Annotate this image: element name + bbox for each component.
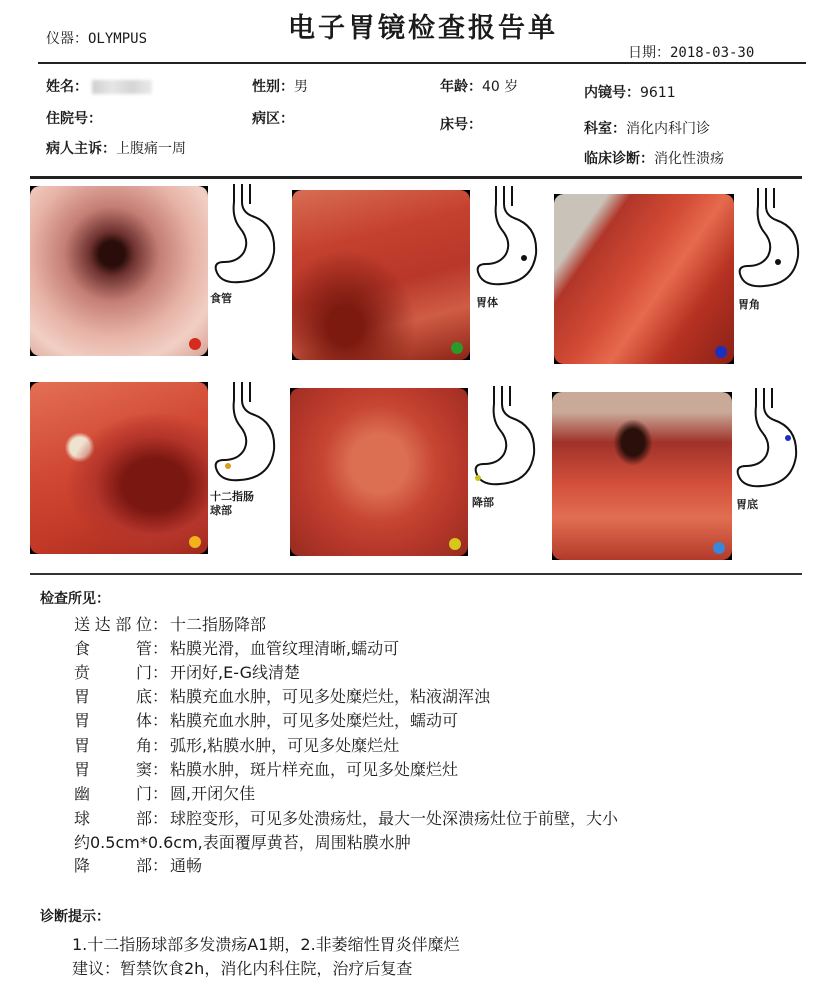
image-label-fundus: 胃底 [736,498,758,511]
age-label: 年龄： [440,79,482,95]
finding-value: 粘膜充血水肿，可见多处糜烂灶，粘液湖浑浊 [170,687,491,706]
finding-value: 开闭好,E-G线清楚 [170,663,300,682]
finding-row-descending: 降部： 通畅 [74,853,202,876]
inpatient-number-field [46,108,102,128]
recommendation-line: 建议：暂禁饮食2h，消化内科住院，治疗后复查 [72,959,413,978]
marker-dot [715,346,727,358]
finding-key: 球部 [74,809,152,828]
stomach-diagram-gastric-angle [734,186,804,311]
finding-key: 幽门 [74,784,152,803]
stomach-diagram-duodenal-bulb [210,380,280,517]
clinical-diagnosis-label: 临床诊断： [584,151,654,167]
images-divider [30,573,802,575]
image-label-esophagus: 食管 [210,292,232,305]
stomach-diagram-gastric-body [472,184,542,309]
finding-key: 食管 [74,639,152,658]
department-label: 科室： [584,121,626,137]
endoscopy-image-fundus [552,392,732,560]
stomach-outline-icon [732,386,802,496]
department-value: 消化内科门诊 [626,121,710,137]
finding-row: 球部： 球腔变形，可见多处溃疡灶，最大一处深溃疡灶位于前壁，大小 [74,806,618,829]
finding-row: 胃窦： 粘膜水肿，斑片样充血，可见多处糜烂灶 [74,757,458,780]
scope-number-value: 9611 [640,85,676,101]
age-value: 40 岁 [482,79,519,95]
endoscopy-image-gastric-angle [554,194,734,364]
endoscopy-image-esophagus [30,186,208,356]
ward-field [252,108,294,128]
findings-heading: 检查所见： [40,591,110,607]
endoscopy-image-gastric-body [292,190,470,360]
gender-label: 性别： [252,79,294,95]
stomach-outline-icon [210,380,280,490]
stomach-outline-icon [472,184,542,294]
scope-number-label: 内镜号： [584,85,640,101]
department-field [584,118,710,138]
date-value: 2018-03-30 [670,45,755,61]
bed-field [440,114,482,134]
finding-value: 粘膜充血水肿，可见多处糜烂灶，蠕动可 [170,711,459,730]
complaint-value: 上腹痛一周 [116,141,186,157]
diagnosis-heading: 诊断提示： [40,909,110,925]
endoscopy-image-duodenal-bulb [30,382,208,554]
complaint-label: 病人主诉： [46,141,116,157]
finding-key: 胃角 [74,736,152,755]
image-label-descending-part: 降部 [472,496,494,509]
finding-key: 贲门 [74,663,152,682]
name-field [46,76,152,96]
finding-value: 球腔变形，可见多处溃疡灶，最大一处深溃疡灶位于前壁，大小 [170,809,619,828]
bed-label: 床号： [440,117,482,133]
finding-key: 胃体 [74,711,152,730]
finding-value: 十二指肠降部 [170,615,267,634]
finding-value: 粘膜光滑，血管纹理清晰,蠕动可 [170,639,400,658]
stomach-diagram-descending-part [470,384,540,509]
scope-number-field [584,82,676,102]
ward-label: 病区： [252,111,294,127]
clinical-diagnosis-value: 消化性溃疡 [654,151,724,167]
finding-row: 幽门： 圆,开闭欠佳 [74,781,255,804]
findings-continuation: 约0.5cm*0.6cm,表面覆厚黄苔，周围粘膜水肿 [74,833,411,852]
finding-value: 圆,开闭欠佳 [170,784,256,803]
finding-row: 胃体： 粘膜充血水肿，可见多处糜烂灶，蠕动可 [74,708,458,731]
finding-value: 通畅 [170,856,203,875]
marker-dot [713,542,725,554]
info-divider [30,176,802,179]
stomach-outline-icon [470,384,540,494]
instrument-value: OLYMPUS [88,31,148,47]
finding-row: 胃角： 弧形,粘膜水肿，可见多处糜烂灶 [74,733,399,756]
finding-row: 贲门： 开闭好,E-G线清楚 [74,660,300,683]
marker-dot [451,342,463,354]
finding-row: 食管： 粘膜光滑，血管纹理清晰,蠕动可 [74,636,399,659]
stomach-diagram-esophagus [210,182,280,305]
finding-key: 送达部位 [74,615,152,634]
stomach-outline-icon [734,186,804,296]
complaint-field [46,138,186,158]
name-redacted [92,80,152,94]
finding-value: 粘膜水肿，斑片样充血，可见多处糜烂灶 [170,760,459,779]
finding-key: 胃窦 [74,760,152,779]
marker-dot [189,536,201,548]
finding-key: 降部 [74,856,152,875]
clinical-diagnosis-field [584,148,724,168]
image-label-duodenal-bulb: 十二指肠 球部 [210,490,254,517]
gender-value: 男 [294,79,308,95]
age-field [440,76,518,96]
finding-row: 送达部位： 十二指肠降部 [74,612,266,635]
marker-dot [449,538,461,550]
stomach-diagram-fundus [732,386,802,511]
stomach-outline-icon [210,182,280,292]
name-label: 姓名： [46,79,88,95]
instrument-label: 仪器： [46,31,88,47]
finding-value: 弧形,粘膜水肿，可见多处糜烂灶 [170,736,400,755]
image-label-gastric-body: 胃体 [476,296,498,309]
inpatient-number-label: 住院号： [46,111,102,127]
diagnosis-line: 1.十二指肠球部多发溃疡A1期，2.非萎缩性胃炎伴糜烂 [72,935,460,954]
date-field [628,42,754,62]
finding-row: 胃底： 粘膜充血水肿，可见多处糜烂灶，粘液湖浑浊 [74,684,490,707]
report-title: 电子胃镜检查报告单 [288,13,558,44]
image-label-gastric-angle: 胃角 [738,298,760,311]
gender-field [252,76,308,96]
endoscopy-image-descending-part [290,388,468,556]
finding-key: 胃底 [74,687,152,706]
header-divider [38,62,806,64]
instrument-field [46,28,147,48]
marker-dot [189,338,201,350]
date-label: 日期： [628,45,670,61]
